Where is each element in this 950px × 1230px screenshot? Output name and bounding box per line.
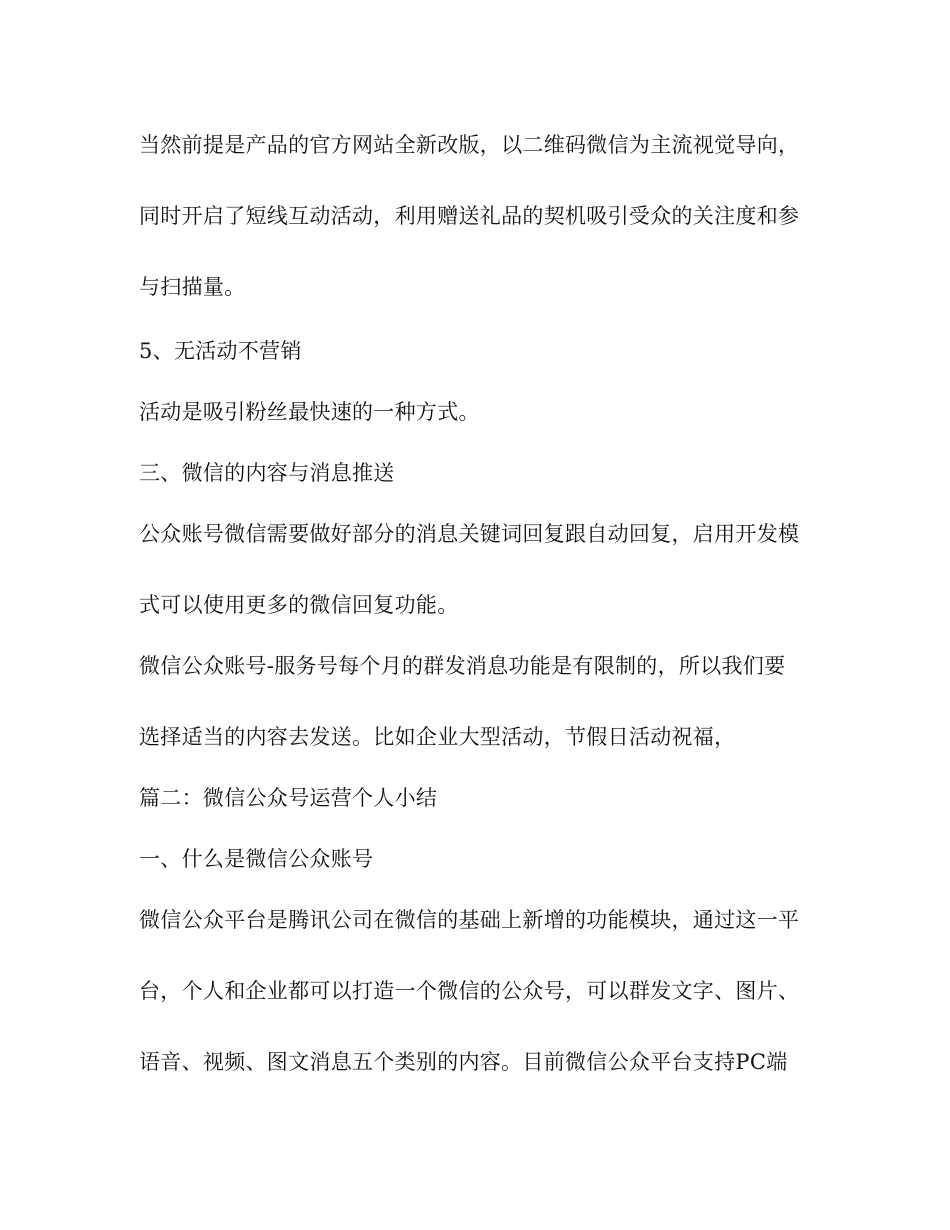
paragraph-line: 语音、视频、图文消息五个类别的内容。目前微信公众平台支持PC端 bbox=[139, 1050, 788, 1074]
paragraph-line: 微信公众平台是腾讯公司在微信的基础上新增的功能模块，通过这一平 bbox=[139, 908, 800, 932]
section-heading: 一、什么是微信公众账号 bbox=[139, 847, 374, 871]
section-heading: 三、微信的内容与消息推送 bbox=[139, 461, 395, 485]
paragraph-line: 活动是吸引粉丝最快速的一种方式。 bbox=[139, 400, 480, 424]
paragraph-line: 公众账号微信需要做好部分的消息关键词回复跟自动回复，启用开发模 bbox=[139, 522, 800, 546]
paragraph-line: 选择适当的内容去发送。比如企业大型活动，节假日活动祝福， bbox=[139, 725, 736, 749]
paragraph-line: 式可以使用更多的微信回复功能。 bbox=[139, 593, 459, 617]
paragraph-line: 与扫描量。 bbox=[139, 275, 246, 299]
paragraph-line: 当然前提是产品的官方网站全新改版，以二维码微信为主流视觉导向， bbox=[139, 133, 800, 157]
paragraph-line: 同时开启了短线互动活动，利用赠送礼品的契机吸引受众的关注度和参 bbox=[139, 204, 800, 228]
section-heading: 篇二：微信公众号运营个人小结 bbox=[139, 786, 438, 810]
paragraph-line: 微信公众账号-服务号每个月的群发消息功能是有限制的，所以我们要 bbox=[139, 654, 786, 678]
paragraph-line: 台，个人和企业都可以打造一个微信的公众号，可以群发文字、图片、 bbox=[139, 979, 800, 1003]
section-heading: 5、无活动不营销 bbox=[139, 339, 302, 363]
